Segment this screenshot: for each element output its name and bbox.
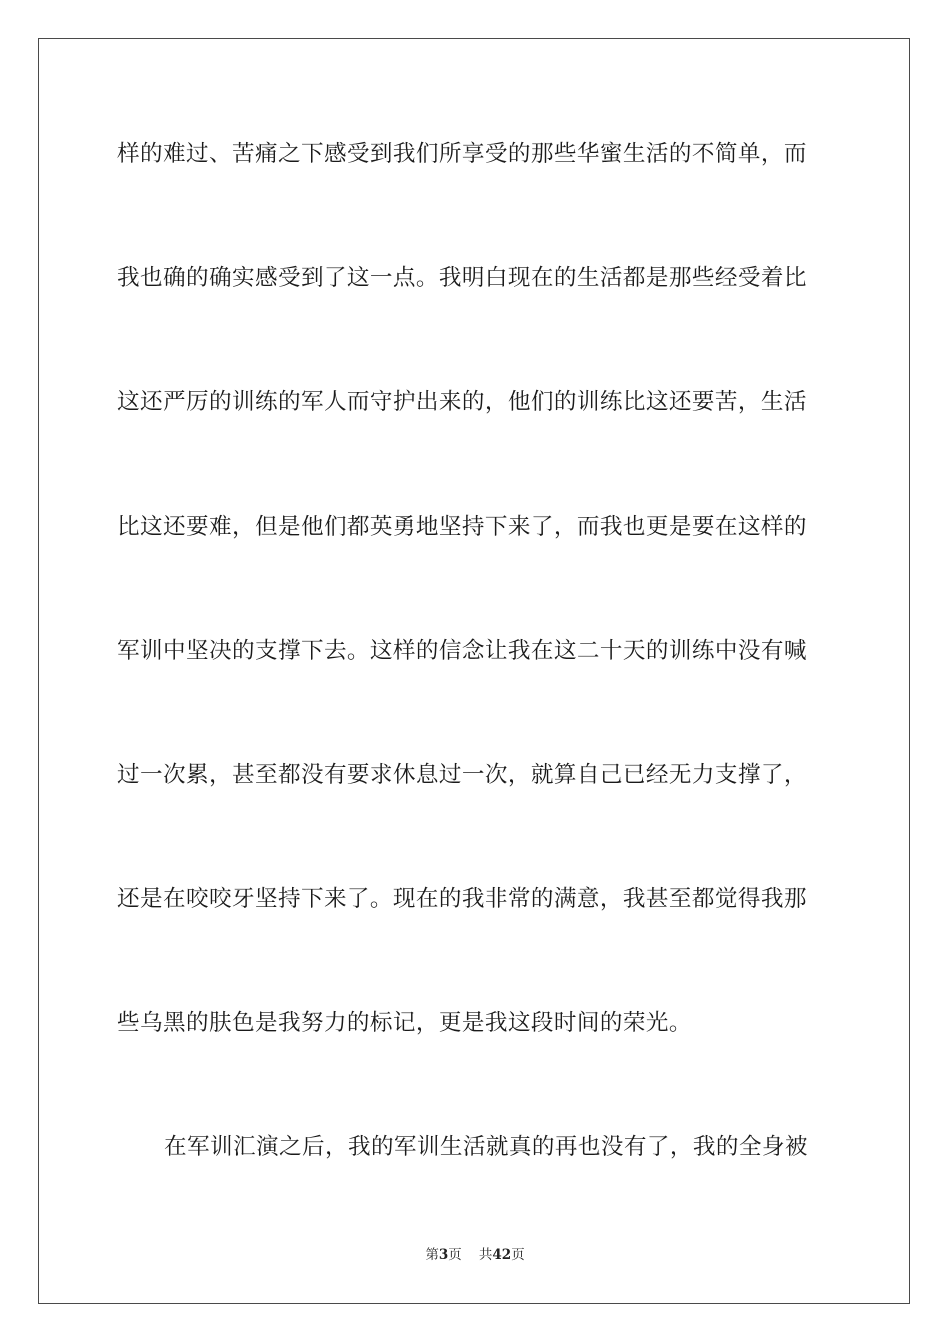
- body-line: 样的难过、苦痛之下感受到我们所享受的那些华蜜生活的不简单，而: [117, 141, 807, 167]
- page-number: 3: [438, 1247, 449, 1263]
- body-line: 军训中坚决的支撑下去。这样的信念让我在这二十天的训练中没有喊: [117, 638, 807, 664]
- body-line: 这还严厉的训练的军人而守护出来的，他们的训练比这还要苦，生活: [117, 389, 807, 415]
- page-suffix: 页: [448, 1247, 462, 1263]
- body-line: 过一次累，甚至都没有要求休息过一次，就算自己已经无力支撑了，: [117, 762, 807, 788]
- page-footer: [0, 1246, 950, 1264]
- total-pages: 42: [492, 1247, 512, 1263]
- page-prefix: 第: [425, 1247, 439, 1263]
- body-line: 还是在咬咬牙坚持下来了。现在的我非常的满意，我甚至都觉得我那: [117, 886, 807, 912]
- page-border: [38, 38, 910, 1304]
- body-line: 我也确的确实感受到了这一点。我明白现在的生活都是那些经受着比: [117, 265, 807, 291]
- body-line: 比这还要难，但是他们都英勇地坚持下来了，而我也更是要在这样的: [117, 514, 807, 540]
- paragraph-first-line: 在军训汇演之后，我的军训生活就真的再也没有了，我的全身被: [164, 1134, 808, 1160]
- total-prefix: 共: [478, 1247, 493, 1263]
- total-suffix: 页: [511, 1247, 525, 1263]
- body-line: 些乌黑的肤色是我努力的标记，更是我这段时间的荣光。: [117, 1010, 692, 1036]
